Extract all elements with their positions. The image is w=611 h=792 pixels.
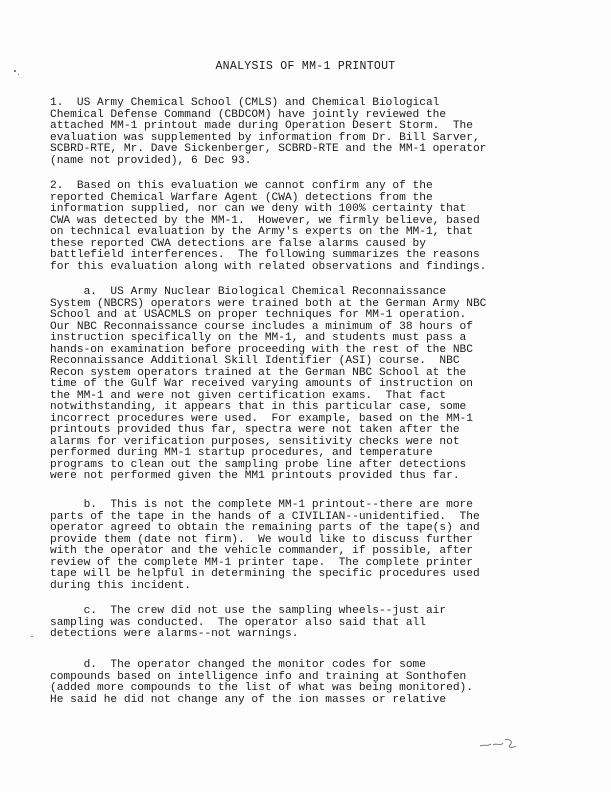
text-line: these reported CWA detections are false alarms caused by (50, 237, 426, 250)
text-line: instruction specifically on the MM-1, and students must pass a (50, 332, 467, 344)
paragraph-2 (50, 181, 570, 273)
text-line: Recon system operators trained at the German NBC School at the (50, 366, 467, 379)
text-line: 1. US Army Chemical School (CMLS) and Chemical Biological (50, 97, 440, 109)
text-line: programs to clean out the sampling probe line after detections (50, 458, 467, 471)
text-line: SCBRD-RTE, Mr. Dave Sickenberger, SCBRD-RTE and the MM-1 operator (50, 143, 487, 155)
text-line: Reconnaissance Additional Skill Identifier (ASI) course. NBC (50, 355, 460, 367)
text-line: c. The crew did not use the sampling wheels--just air (50, 605, 447, 617)
text-line: reported Chemical Warfare Agent (CWA) detections from the (50, 191, 433, 204)
text-line: information supplied, nor can we deny with 100% certainty that (50, 203, 467, 215)
text-line: during this incident. (50, 579, 191, 592)
text-line: for this evaluation along with related observations and findings. (50, 260, 487, 273)
text-line: performed during MM-1 startup procedures, and temperature (50, 447, 433, 459)
scribble-mark (478, 736, 518, 750)
paragraph-d (50, 660, 570, 706)
text-line: System (NBCRS) operators were trained both at the German Army NBC (50, 297, 487, 310)
text-line: operator agreed to obtain the remaining parts of the tape(s) and (50, 522, 480, 534)
text-line: tape will be helpful in determining the specific procedures used (50, 568, 480, 580)
text-line: review of the complete MM-1 printer tape. The complete printer (50, 556, 473, 569)
text-line: notwithstanding, it appears that in this particular case, some (50, 401, 467, 413)
text-line: detections were alarms--not warnings. (50, 628, 299, 640)
scan-speck (31, 636, 33, 637)
text-line: compounds based on intelligence info and training at Sonthofen (50, 670, 467, 683)
text-line: printouts provided thus far, spectra were not taken after the (50, 424, 460, 436)
text-line: 2. Based on this evaluation we cannot confirm any of the (50, 180, 433, 192)
text-line: CWA was detected by the MM-1. However, we firmly believe, based (50, 214, 480, 227)
text-line: battlefield interferences. The following summarizes the reasons (50, 249, 480, 261)
scan-speck (14, 70, 16, 72)
text-line: School and at USACMLS on proper techniques for MM-1 operation. (50, 309, 467, 321)
text-line: b. This is not the complete MM-1 printout--there are more (50, 499, 473, 511)
scan-speck (18, 74, 19, 75)
paragraph-a (50, 287, 570, 483)
text-line: with the operator and the vehicle commander, if possible, after (50, 545, 473, 557)
text-line: incorrect procedures were used. For example, based on the MM-1 (50, 412, 473, 425)
document-title: ANALYSIS OF MM-1 PRINTOUT (215, 60, 396, 73)
text-line: sampling was conducted. The operator also said that all (50, 616, 426, 629)
paragraph-1 (50, 98, 570, 167)
text-line: (name not provided), 6 Dec 93. (50, 154, 252, 167)
paragraph-b (50, 500, 570, 592)
text-line: time of the Gulf War received varying amounts of instruction on (50, 378, 473, 390)
text-line: on technical evaluation by the Army's experts on the MM-1, that (50, 226, 473, 238)
text-line: Chemical Defense Command (CBDCOM) have jointly reviewed the (50, 108, 447, 121)
paragraph-c (50, 606, 570, 641)
text-line: d. The operator changed the monitor codes for some (50, 659, 426, 671)
text-line: hands-on examination before proceeding with the rest of the NBC (50, 343, 473, 356)
text-line: attached MM-1 printout made during Operation Desert Storm. The (50, 120, 473, 132)
text-line: the MM-1 and were not given certification exams. That fact (50, 389, 447, 402)
text-line: evaluation was supplemented by information from Dr. Bill Sarver, (50, 131, 480, 144)
text-line: provide them (date not firm). We would like to discuss further (50, 533, 473, 546)
text-line: parts of the tape in the hands of a CIVILIAN--unidentified. The (50, 510, 480, 523)
text-line: alarms for verification purposes, sensitivity checks were not (50, 435, 460, 448)
text-line: Our NBC Reconnaissance course includes a minimum of 38 hours of (50, 320, 473, 333)
text-line: (added more compounds to the list of what was being monitored). (50, 682, 473, 694)
text-line: were not performed given the MM1 printouts provided thus far. (50, 470, 460, 482)
text-line: a. US Army Nuclear Biological Chemical Reconnaissance (50, 286, 447, 298)
text-line: He said he did not change any of the ion masses or relative (50, 693, 447, 706)
